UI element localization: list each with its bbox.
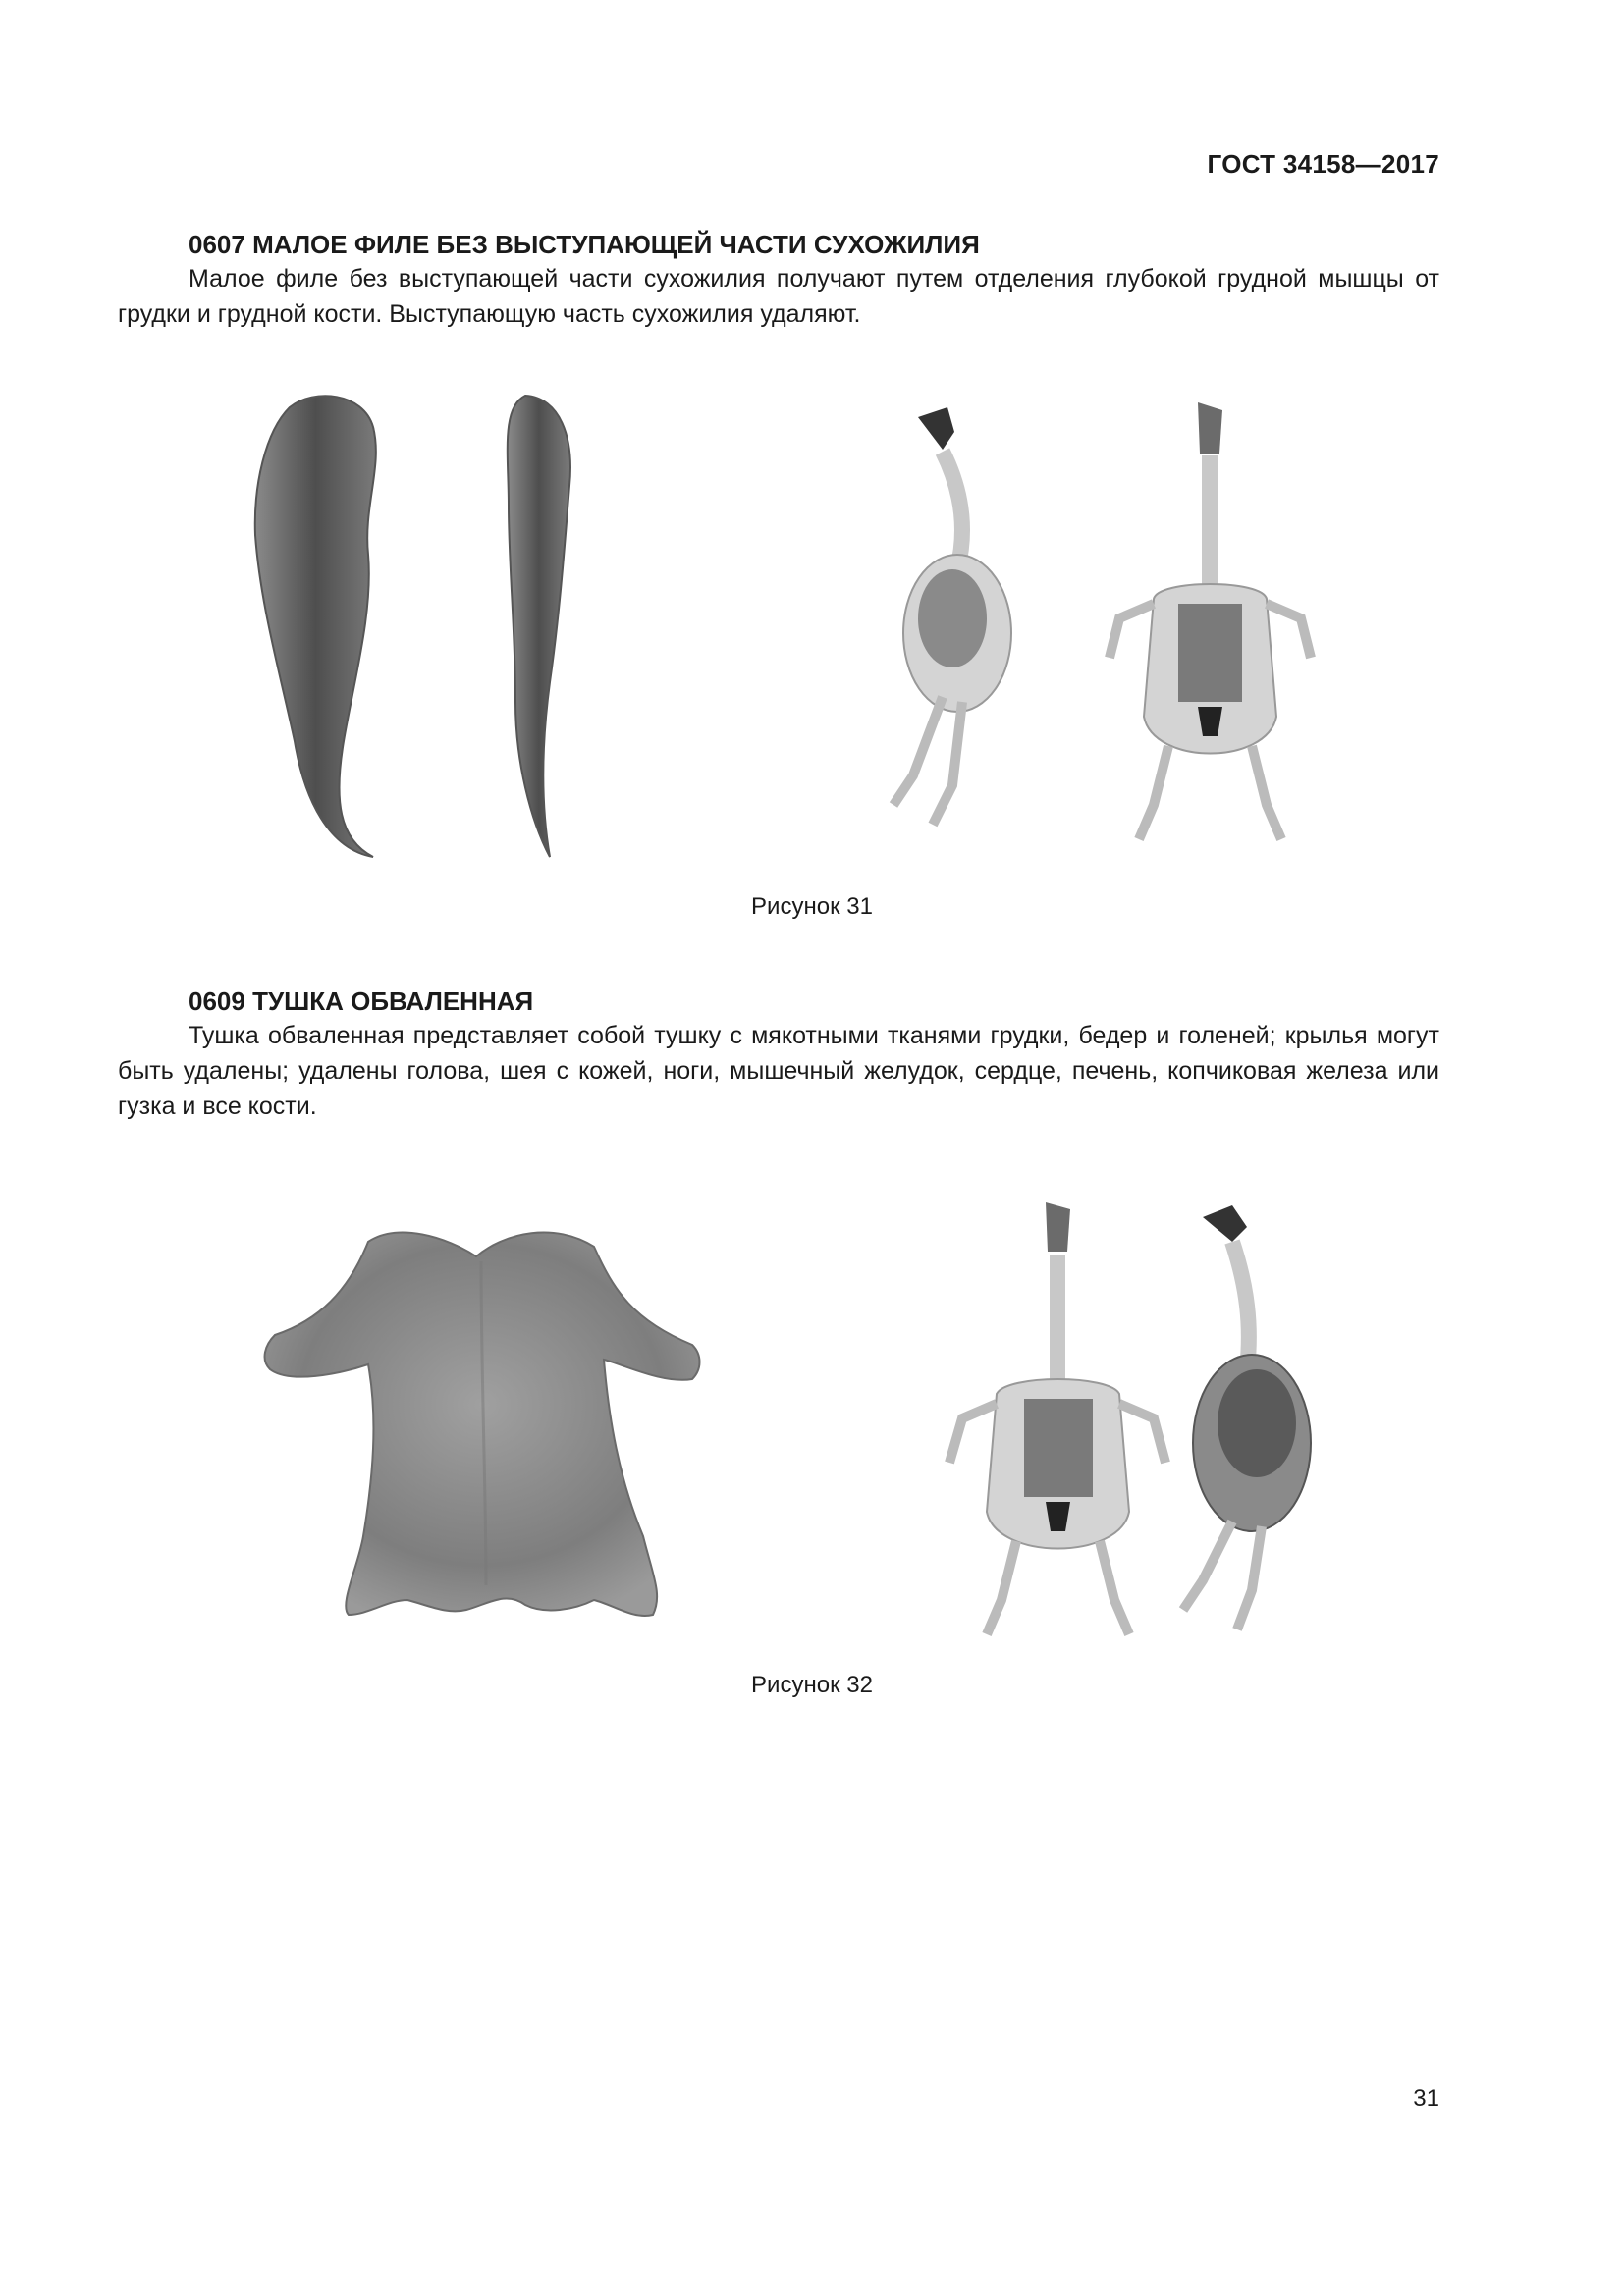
figure-caption: Рисунок 32	[751, 1672, 873, 1698]
skeleton-front-view	[1110, 402, 1311, 839]
section-0607	[118, 228, 1439, 332]
carcass-diagram-figure-32	[938, 1198, 1370, 1649]
figure-caption: Рисунок 31	[751, 893, 873, 920]
skeleton-side-view	[893, 407, 1011, 825]
section-title: 0609 ТУШКА ОБВАЛЕННАЯ	[189, 987, 534, 1016]
skeleton-side-view	[1183, 1205, 1311, 1629]
fillet-photos-figure-31	[236, 388, 609, 869]
document-standard-header: ГОСТ 34158—2017	[1207, 149, 1439, 179]
fillet-back	[508, 396, 570, 857]
fillet-front	[255, 396, 376, 857]
page-number: 31	[1413, 2085, 1439, 2111]
section-0609	[118, 985, 1439, 1124]
skeleton-front-view	[949, 1202, 1165, 1634]
boned-carcass-photo-figure-32	[250, 1222, 712, 1634]
section-text: Малое филе без выступающей части сухожилия получают путем отделения глубокой грудной мышцы от грудки и грудной кости. Выступающую часть сухожилия удаляют.	[118, 265, 1439, 328]
section-title: 0607 МАЛОЕ ФИЛЕ БЕЗ ВЫСТУПАЮЩЕЙ ЧАСТИ СУХОЖИЛИЯ	[189, 230, 980, 259]
carcass-diagram-figure-31	[874, 393, 1316, 854]
section-text: Тушка обваленная представляет собой тушку с мякотными тканями грудки, бедер и голеней; крылья могут быть удалены; удалены голова, шея с кожей, ноги, мышечный желудок, сердце, печень, копчиковая железа или гузка и все кости.	[118, 1022, 1439, 1120]
